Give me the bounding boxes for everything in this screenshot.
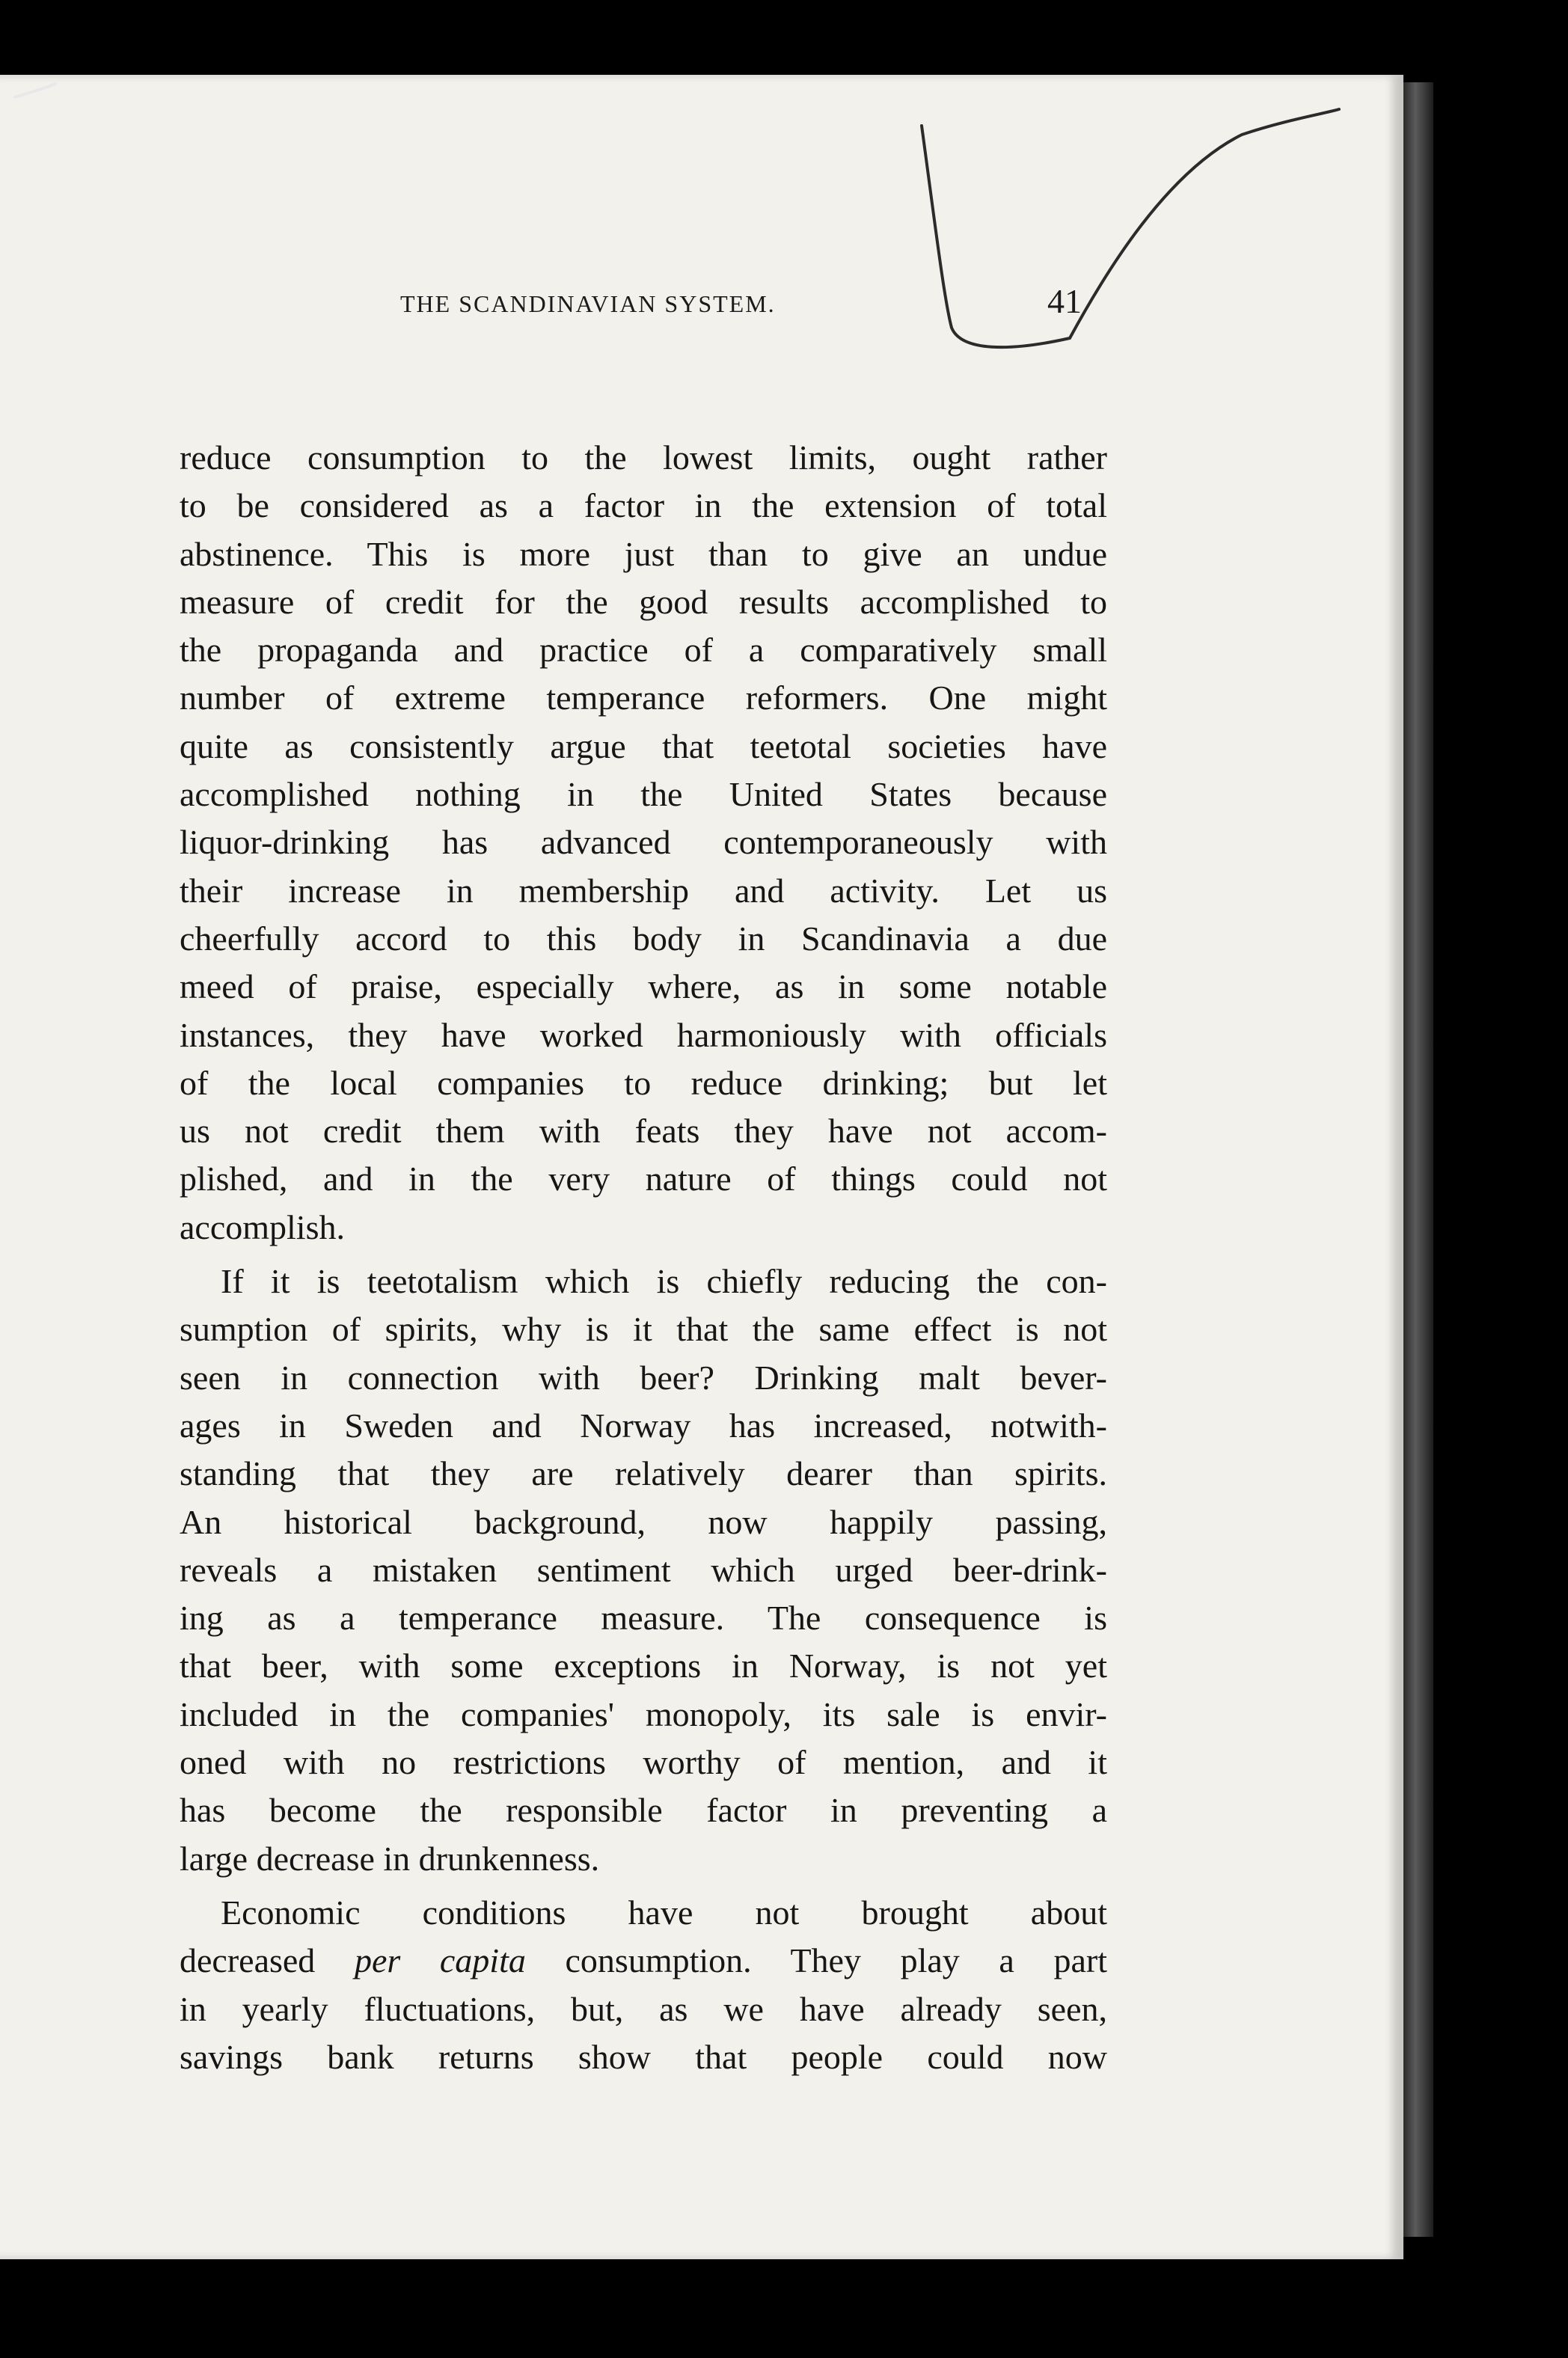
text-line: reveals a mistaken sentiment which urged beer-drink-: [180, 1550, 1107, 1589]
text-run: decreased: [180, 1941, 355, 1980]
text-line: cheerfully accord to this body in Scandinavia a due: [180, 919, 1107, 958]
text-line: large decrease in drunkenness.: [180, 1839, 600, 1878]
text-line: has become the responsible factor in preventing a: [180, 1791, 1107, 1830]
text-line: [180, 1937, 1107, 1985]
paragraph-3: [180, 1889, 1107, 2081]
page-header: [0, 284, 1403, 344]
text-line: of the local companies to reduce drinking; but let: [180, 1063, 1107, 1102]
text-line: liquor-drinking has advanced contemporaneously with: [180, 823, 1107, 862]
text-line: ing as a temperance measure. The consequence is: [180, 1599, 1107, 1638]
page-number: 41: [1047, 282, 1082, 320]
text-line: the propaganda and practice of a comparatively small: [180, 631, 1107, 670]
text-line: us not credit them with feats they have not accom-: [180, 1112, 1107, 1151]
text-line: plished, and in the very nature of things could not: [180, 1160, 1107, 1198]
text-line: measure of credit for the good results accomplished to: [180, 582, 1107, 621]
italic-phrase: per capita: [354, 1941, 526, 1980]
text-line: savings bank returns show that people could now: [180, 2037, 1107, 2076]
text-line: their increase in membership and activity. Let us: [180, 871, 1107, 910]
text-line: in yearly fluctuations, but, as we have already seen,: [180, 1989, 1107, 2028]
text-line: accomplish.: [180, 1207, 345, 1246]
text-line: reduce consumption to the lowest limits, ought rather: [180, 438, 1107, 477]
text-line: instances, they have worked harmoniously with officials: [180, 1015, 1107, 1054]
text-line: abstinence. This is more just than to give an undue: [180, 534, 1107, 573]
text-line: quite as consistently argue that teetotal societies have: [180, 726, 1107, 765]
paragraph-2: [180, 1258, 1107, 1883]
text-line: standing that they are relatively dearer than spirits.: [180, 1454, 1107, 1493]
text-line: accomplished nothing in the United States because: [180, 775, 1107, 814]
text-line: If it is teetotalism which is chiefly reducing the con-: [221, 1262, 1107, 1301]
text-line: seen in connection with beer? Drinking malt bever-: [180, 1358, 1107, 1397]
text-line: that beer, with some exceptions in Norway, is not yet: [180, 1647, 1107, 1685]
running-head: THE SCANDINAVIAN SYSTEM.: [400, 290, 776, 317]
text-line: sumption of spirits, why is it that the same effect is not: [180, 1310, 1107, 1349]
text-line: meed of praise, especially where, as in some notable: [180, 967, 1107, 1006]
page-edge-shadow: [1403, 82, 1433, 2237]
body-text: [180, 434, 1107, 2081]
text-line: Economic conditions have not brought about: [221, 1893, 1107, 1932]
text-line: ages in Sweden and Norway has increased, notwith-: [180, 1406, 1107, 1445]
text-line: number of extreme temperance reformers. One might: [180, 679, 1107, 717]
text-line: to be considered as a factor in the extension of total: [180, 486, 1107, 525]
paragraph-1: [180, 434, 1107, 1252]
text-line: oned with no restrictions worthy of mention, and it: [180, 1743, 1107, 1782]
text-run: consumption. They play a part: [525, 1941, 1107, 1980]
text-line: included in the companies' monopoly, its sale is envir-: [180, 1694, 1107, 1733]
book-page: [0, 75, 1403, 2259]
text-line: An historical background, now happily passing,: [180, 1502, 1107, 1541]
